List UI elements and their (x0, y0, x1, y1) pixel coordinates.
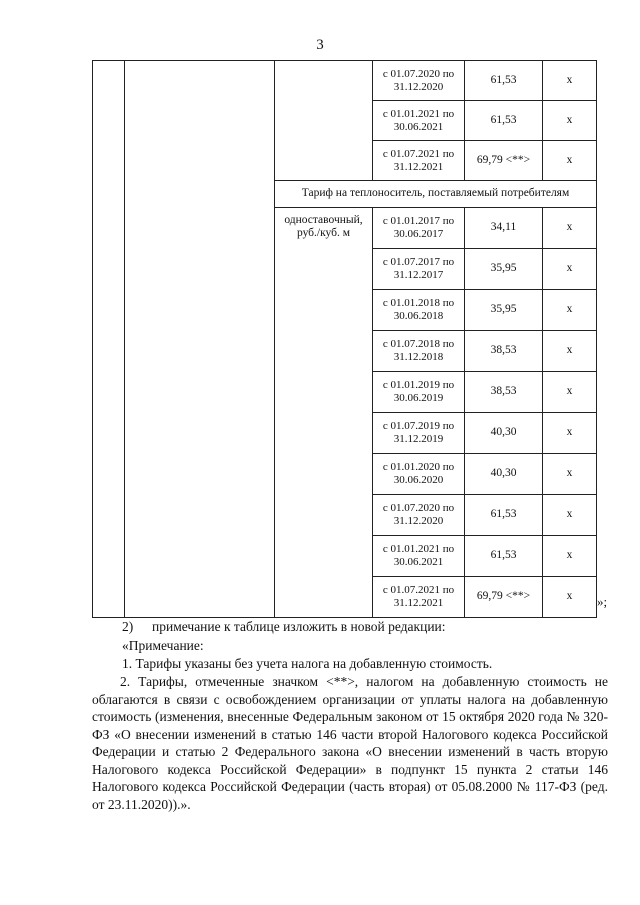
unit-cell: одноставочный, руб./куб. м (275, 208, 373, 618)
value-cell: 69,79 <**> (465, 141, 543, 181)
empty-cell (125, 61, 275, 618)
mark-cell: х (543, 61, 597, 101)
period-cell: с 01.07.2021 по 31.12.2021 (373, 577, 465, 618)
mark-cell: х (543, 495, 597, 536)
mark-cell: х (543, 101, 597, 141)
value-cell: 34,11 (465, 208, 543, 249)
mark-cell: х (543, 290, 597, 331)
mark-cell: х (543, 454, 597, 495)
period-cell: с 01.07.2018 по 31.12.2018 (373, 331, 465, 372)
mark-cell: х (543, 536, 597, 577)
mark-cell: х (543, 413, 597, 454)
period-cell: с 01.01.2021 по 30.06.2021 (373, 536, 465, 577)
value-cell: 35,95 (465, 290, 543, 331)
note-1 (122, 655, 608, 673)
mark-cell: х (543, 208, 597, 249)
value-cell: 35,95 (465, 249, 543, 290)
period-cell: с 01.01.2021 по 30.06.2021 (373, 101, 465, 141)
note-2 (92, 673, 608, 813)
value-cell: 38,53 (465, 331, 543, 372)
period-cell: с 01.07.2020 по 31.12.2020 (373, 61, 465, 101)
page-number: 3 (316, 37, 324, 53)
period-cell: с 01.01.2018 по 30.06.2018 (373, 290, 465, 331)
item-number: 2) (122, 619, 134, 634)
value-cell: 61,53 (465, 61, 543, 101)
value-cell: 69,79 <**> (465, 577, 543, 618)
empty-cell (275, 61, 373, 181)
section-header: Тариф на теплоноситель, поставляемый потребителям (275, 181, 597, 208)
period-cell: с 01.07.2017 по 31.12.2017 (373, 249, 465, 290)
closing-quote: »; (597, 594, 608, 609)
item-text: примечание к таблице изложить в новой редакции: (152, 619, 446, 634)
note-title: «Примечание: (122, 638, 204, 653)
tariff-table (92, 60, 597, 618)
mark-cell: х (543, 331, 597, 372)
mark-cell: х (543, 577, 597, 618)
value-cell: 40,30 (465, 454, 543, 495)
period-cell: с 01.01.2017 по 30.06.2017 (373, 208, 465, 249)
note-1-text: 1. Тарифы указаны без учета налога на добавленную стоимость. (122, 656, 493, 671)
period-cell: с 01.01.2020 по 30.06.2020 (373, 454, 465, 495)
note-2-text: 2. Тарифы, отмеченные значком <**>, налогом на добавленную стоимость не облагаются в связи с освобождением организации от уплаты налога на добавленную стоимость (изменения, внесенные Федеральным законом от 15 октября 2020 года № 320-ФЗ «О внесении изменений в статью 146 части второй Налогового кодекса Российской Федерации и статью 2 Федерального закона «О внесении изменений в часть вторую Налогового кодекса Российской Федерации» в подпункт 15 пункта 2 статьи 146 Налогового кодекса Российской Федерации (часть вторая) от 05.08.2000 № 117-ФЗ (ред. от 23.11.2020)).». (92, 674, 608, 812)
period-cell: с 01.07.2021 по 31.12.2021 (373, 141, 465, 181)
period-cell: с 01.07.2019 по 31.12.2019 (373, 413, 465, 454)
value-cell: 38,53 (465, 372, 543, 413)
empty-cell (93, 61, 125, 618)
table-row (93, 61, 597, 101)
value-cell: 61,53 (465, 101, 543, 141)
value-cell: 40,30 (465, 413, 543, 454)
mark-cell: х (543, 141, 597, 181)
mark-cell: х (543, 249, 597, 290)
period-cell: с 01.07.2020 по 31.12.2020 (373, 495, 465, 536)
amendment-item-2 (122, 618, 608, 636)
mark-cell: х (543, 372, 597, 413)
period-cell: с 01.01.2019 по 30.06.2019 (373, 372, 465, 413)
value-cell: 61,53 (465, 495, 543, 536)
value-cell: 61,53 (465, 536, 543, 577)
